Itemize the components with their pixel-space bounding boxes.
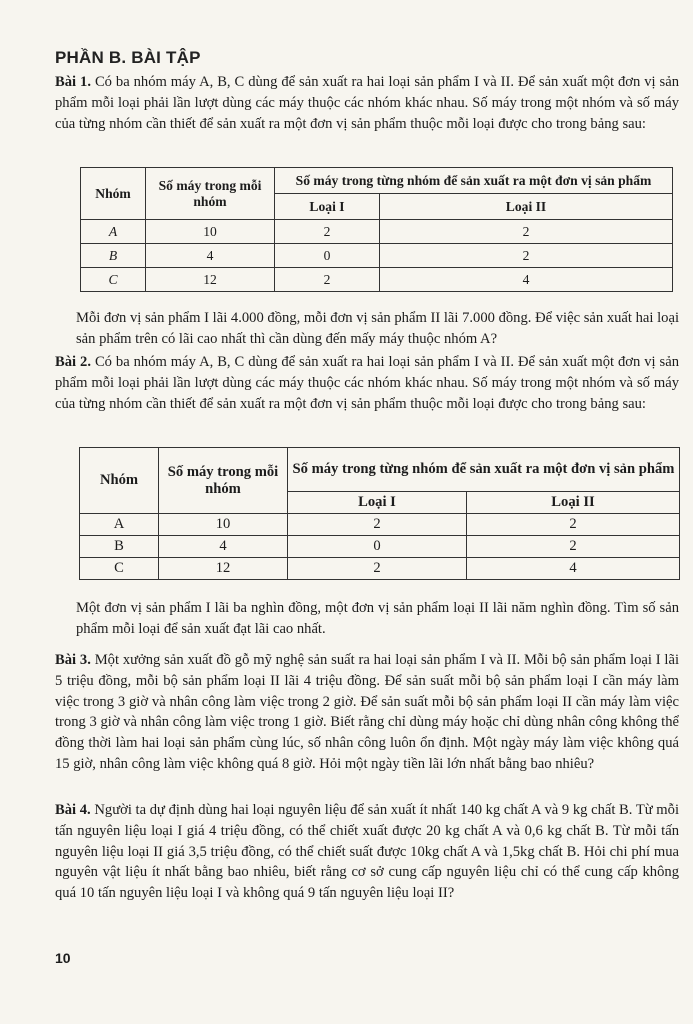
exercise-2-question: Một đơn vị sản phẩm I lãi ba nghìn đồng, một đơn vị sản phẩm loại II lãi năm nghìn đồng. Tìm số sản phẩm mỗi loại để sản xuất đạt lãi cao nhất. — [76, 600, 679, 637]
exercise-3-label: Bài 3. — [55, 652, 91, 668]
page-number: 10 — [55, 950, 71, 966]
table2-cell-type2: 2 — [467, 514, 680, 536]
exercise-1-question: Mỗi đơn vị sản phẩm I lãi 4.000 đồng, mỗi đơn vị sản phẩm II lãi 7.000 đồng. Để việc sản xuất hai loại sản phẩm trên có lãi cao nhất thì cần dùng đến mấy máy thuộc nhóm A? — [76, 310, 679, 347]
table2-cell-count: 10 — [159, 514, 288, 536]
table2-cell-type1: 2 — [288, 514, 467, 536]
table1-cell-group: A — [81, 220, 146, 244]
table1-cell-count: 12 — [146, 268, 275, 292]
table-row — [81, 220, 673, 244]
table1-header-type2: Loại II — [380, 194, 673, 220]
exercise-2-text: Có ba nhóm máy A, B, C dùng để sản xuất ra hai loại sản phẩm I và II. Để sản xuất một đơn vị sản phẩm mỗi loại phải lần lượt dùng các máy thuộc các nhóm khác nhau. Số máy trong một nhóm và số máy của từng nhóm cần thiết để sản xuất ra một đơn vị sản phẩm thuộc mỗi loại được cho trong bảng sau: — [55, 354, 679, 412]
exercise-1-text: Có ba nhóm máy A, B, C dùng để sản xuất ra hai loại sản phẩm I và II. Để sản xuất một đơn vị sản phẩm mỗi loại phải lần lượt dùng các máy thuộc các nhóm khác nhau. Số máy trong một nhóm và số máy của từng nhóm cần thiết để sản xuất ra một đơn vị sản phẩm thuộc mỗi loại được cho trong bảng sau: — [55, 74, 679, 132]
table1-cell-type1: 2 — [275, 220, 380, 244]
table-row — [80, 558, 680, 580]
table2-cell-group: C — [80, 558, 159, 580]
exercise-2-label: Bài 2. — [55, 354, 91, 370]
table2-header-type1: Loại I — [288, 492, 467, 514]
table2-header-count: Số máy trong mỗi nhóm — [159, 448, 288, 514]
table1-header-type1: Loại I — [275, 194, 380, 220]
machine-table-2 — [79, 447, 680, 580]
table2-header-needed: Số máy trong từng nhóm để sản xuất ra một đơn vị sản phẩm — [288, 448, 680, 492]
exercise-1 — [55, 72, 679, 134]
table-row — [81, 244, 673, 268]
table1-cell-count: 4 — [146, 244, 275, 268]
table1-cell-type2: 4 — [380, 268, 673, 292]
table2-cell-count: 4 — [159, 536, 288, 558]
table2-header-type2: Loại II — [467, 492, 680, 514]
table2-header-group: Nhóm — [80, 448, 159, 514]
table1-cell-type2: 2 — [380, 244, 673, 268]
table2-cell-group: B — [80, 536, 159, 558]
table1-header-count: Số máy trong mỗi nhóm — [146, 168, 275, 220]
section-title: PHẦN B. BÀI TẬP — [55, 48, 201, 67]
exercise-3-text: Một xưởng sản xuất đồ gỗ mỹ nghệ sản suất ra hai loại sản phẩm I và II. Mỗi bộ sản phẩm loại I lãi 5 triệu đồng, mỗi bộ sản phẩm loại II lãi 4 triệu đồng. Để sản suất mỗi bộ sản phẩm loại I cần máy làm việc trong 3 giờ và nhân công làm việc trong 2 giờ. Để sản suất mỗi bộ sản phẩm loại II cần máy làm việc trong 3 giờ và nhân công làm việc trong 1 giờ. Biết rằng chỉ dùng máy hoặc chỉ dùng nhân công không thể đồng thời làm hai loại sản phẩm cùng lúc, số nhân công luôn ổn định. Một ngày máy làm việc không quá 15 giờ, nhân công làm việc không quá 8 giờ. Hỏi một ngày tiền lãi lớn nhất bằng bao nhiêu? — [55, 652, 679, 772]
exercise-3 — [55, 650, 679, 775]
exercise-2 — [55, 352, 679, 414]
table1-cell-count: 10 — [146, 220, 275, 244]
table1-cell-group: B — [81, 244, 146, 268]
exercise-4-label: Bài 4. — [55, 802, 91, 818]
table2-cell-type2: 4 — [467, 558, 680, 580]
exercise-4-text: Người ta dự định dùng hai loại nguyên liệu để sản xuất ít nhất 140 kg chất A và 9 kg chất B. Từ mỗi tấn nguyên liệu loại I giá 4 triệu đồng, có thể chiết xuất được 20 kg chất A và 0,6 kg chất B. Từ mỗi tấn nguyên liệu loại II giá 3,5 triệu đồng, có thể chiết suất được 10kg chất A và 1,5kg chất B. Hỏi chi phí mua nguyên vật liệu ít nhất bằng bao nhiêu, biết rằng cơ sở cung cấp nguyên liệu chỉ có thể cung cấp không quá 10 tấn nguyên liệu loại I và không quá 9 tấn nguyên liệu loại II? — [55, 802, 680, 902]
table2-cell-count: 12 — [159, 558, 288, 580]
table1-header-group: Nhóm — [81, 168, 146, 220]
table-row — [80, 536, 680, 558]
table2-cell-type1: 2 — [288, 558, 467, 580]
table2-cell-type1: 0 — [288, 536, 467, 558]
table2-cell-type2: 2 — [467, 536, 680, 558]
table1-cell-type1: 2 — [275, 268, 380, 292]
exercise-4 — [55, 800, 679, 904]
exercise-1-label: Bài 1. — [55, 74, 91, 90]
table1-cell-group: C — [81, 268, 146, 292]
table1-cell-type1: 0 — [275, 244, 380, 268]
table2-cell-group: A — [80, 514, 159, 536]
table1-cell-type2: 2 — [380, 220, 673, 244]
machine-table-1 — [80, 167, 673, 292]
table-row — [81, 268, 673, 292]
table-row — [80, 514, 680, 536]
table1-header-needed: Số máy trong từng nhóm để sản xuất ra một đơn vị sản phẩm — [275, 168, 673, 194]
